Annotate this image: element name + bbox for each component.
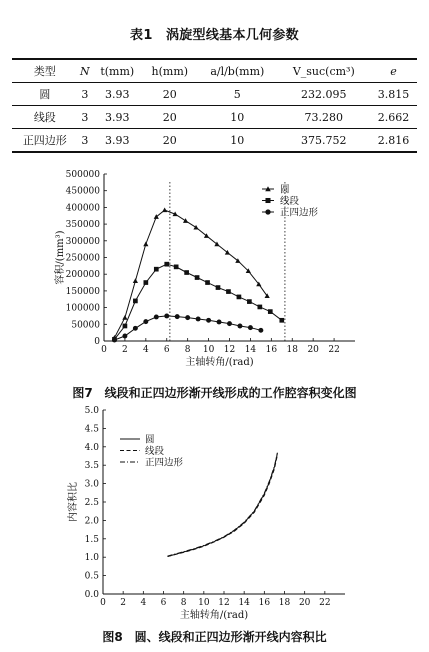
data-point	[195, 275, 200, 280]
data-point	[185, 315, 190, 320]
y-tick-label: 0	[94, 337, 100, 347]
y-tick-label: 4.0	[84, 442, 99, 453]
table-cell: 10	[197, 129, 278, 153]
x-tick-label: 12	[218, 598, 230, 608]
data-point	[184, 270, 189, 275]
data-point	[183, 218, 188, 223]
table-cell: 375.752	[278, 129, 370, 153]
table-cell: 线段	[12, 106, 78, 129]
data-point	[154, 267, 159, 272]
x-tick-label: 10	[198, 598, 210, 608]
data-point	[227, 321, 232, 326]
data-point	[257, 305, 262, 310]
data-point	[143, 242, 148, 247]
x-tick-label: 10	[202, 345, 215, 355]
data-point	[258, 328, 263, 333]
table-row	[12, 83, 417, 106]
data-point	[122, 334, 127, 339]
y-tick-label: 50000	[71, 320, 100, 331]
series-line-2	[168, 455, 278, 557]
x-tick-label: 6	[163, 345, 170, 355]
table-row	[12, 129, 417, 153]
x-tick-label: 14	[244, 345, 257, 355]
parameter-table	[12, 58, 417, 153]
table-cell: 正四边形	[12, 129, 78, 153]
data-point	[112, 338, 117, 343]
table-cell: 3	[78, 83, 92, 106]
x-axis-title: 主轴转角/(rad)	[185, 357, 254, 368]
table-header-cell: 类型	[12, 59, 78, 83]
y-tick-label: 450000	[65, 186, 100, 197]
y-axis-title: 容积/(mm³)	[55, 230, 66, 285]
y-tick-label: 3.5	[84, 461, 99, 472]
x-tick-label: 14	[238, 598, 250, 608]
x-tick-label: 8	[180, 598, 187, 608]
volume-chart	[0, 165, 429, 375]
legend-label: 圆	[145, 434, 155, 446]
legend-label: 正四边形	[145, 457, 184, 469]
table-title: 表1 涡旋型线基本几何参数	[130, 28, 299, 43]
y-tick-label: 100000	[65, 303, 100, 314]
y-tick-label: 250000	[65, 253, 100, 264]
y-tick-label: 3.0	[84, 479, 99, 490]
volume-ratio-chart	[0, 400, 429, 625]
x-tick-label: 12	[223, 345, 236, 355]
table-cell: 3	[78, 106, 92, 129]
table-cell: 232.095	[278, 83, 370, 106]
series-line-1	[168, 453, 278, 556]
x-tick-label: 0	[101, 345, 107, 355]
data-point	[226, 289, 231, 294]
data-point	[237, 295, 242, 300]
x-tick-label: 6	[160, 598, 167, 608]
data-point	[279, 318, 284, 323]
y-tick-label: 150000	[65, 286, 100, 297]
data-point	[196, 316, 201, 321]
table-cell: 20	[143, 83, 198, 106]
data-point	[143, 319, 148, 324]
data-point	[154, 314, 159, 319]
x-tick-label: 2	[122, 345, 128, 355]
table-header-row	[12, 59, 417, 83]
x-tick-label: 16	[258, 598, 271, 608]
data-point	[133, 326, 138, 331]
data-point	[123, 324, 128, 329]
y-tick-label: 0.5	[84, 571, 99, 582]
x-tick-label: 4	[142, 345, 149, 355]
table-cell: 3	[78, 129, 92, 153]
legend-label: 线段	[145, 446, 165, 457]
data-point	[193, 225, 198, 230]
data-point	[164, 313, 169, 318]
table-header-cell: t(mm)	[92, 59, 143, 83]
x-axis-title: 主轴转角/(rad)	[179, 610, 249, 621]
table-cell: 10	[197, 106, 278, 129]
x-tick-label: 18	[278, 598, 291, 608]
table-cell: 20	[143, 106, 198, 129]
table-header-cell: N	[78, 59, 92, 83]
series-line-1	[115, 210, 268, 338]
data-point	[205, 280, 210, 285]
table-header-cell: e	[370, 59, 417, 83]
legend-label: 线段	[280, 196, 300, 207]
data-point	[122, 315, 127, 320]
table-cell: 3.93	[92, 83, 143, 106]
table-cell: 3.93	[92, 106, 143, 129]
y-tick-label: 300000	[65, 236, 100, 247]
x-tick-label: 22	[319, 598, 331, 608]
y-tick-label: 0.0	[84, 590, 99, 600]
data-point	[216, 285, 221, 290]
data-point	[247, 299, 252, 304]
table-row	[12, 106, 417, 129]
legend-label: 正四边形	[280, 207, 319, 219]
x-tick-label: 22	[328, 345, 340, 355]
data-point	[268, 309, 273, 314]
table-cell: 2.816	[370, 129, 417, 153]
x-tick-label: 0	[100, 598, 106, 608]
table-header-cell: a/l/b(mm)	[197, 59, 278, 83]
x-tick-label: 20	[298, 598, 311, 608]
data-point	[162, 207, 167, 212]
data-point	[133, 278, 138, 283]
y-tick-label: 400000	[65, 203, 100, 214]
data-point	[174, 265, 179, 270]
y-tick-label: 350000	[65, 220, 100, 231]
table-cell: 20	[143, 129, 198, 153]
table-cell: 73.280	[278, 106, 370, 129]
data-point	[133, 299, 138, 304]
y-tick-label: 2.5	[84, 498, 99, 508]
table-cell: 圆	[12, 83, 78, 106]
data-point	[248, 325, 253, 330]
table-cell: 2.662	[370, 106, 417, 129]
y-axis-title: 内容积比	[68, 482, 79, 522]
y-tick-label: 5.0	[84, 406, 99, 416]
y-tick-label: 2.0	[84, 516, 99, 527]
y-tick-label: 1.5	[84, 534, 99, 545]
series-line-3	[168, 453, 278, 556]
y-tick-label: 1.0	[84, 553, 99, 564]
table-cell: 3.815	[370, 83, 417, 106]
data-point	[237, 324, 242, 329]
table-cell: 3.93	[92, 129, 143, 153]
data-point	[206, 318, 211, 323]
x-tick-label: 18	[286, 345, 298, 355]
table-header-cell: h(mm)	[143, 59, 198, 83]
y-tick-label: 500000	[65, 170, 100, 180]
x-tick-label: 20	[307, 345, 319, 355]
y-tick-label: 200000	[65, 270, 100, 281]
data-point	[143, 280, 148, 285]
figure-7-caption: 图7 线段和正四边形渐开线形成的工作腔容积变化图	[72, 386, 357, 400]
data-point	[175, 314, 180, 319]
data-point	[164, 262, 169, 267]
y-tick-label: 4.5	[84, 424, 99, 435]
x-tick-label: 8	[184, 345, 191, 355]
x-tick-label: 2	[120, 598, 127, 608]
x-tick-label: 4	[140, 598, 147, 608]
table-cell: 5	[197, 83, 278, 106]
data-point	[217, 319, 222, 324]
x-tick-label: 16	[265, 345, 278, 355]
figure-8-caption: 图8 圆、线段和正四边形渐开线内容积比	[102, 630, 327, 644]
table-header-cell: V_suc(cm³)	[278, 59, 370, 83]
legend-label: 圆	[280, 184, 290, 196]
